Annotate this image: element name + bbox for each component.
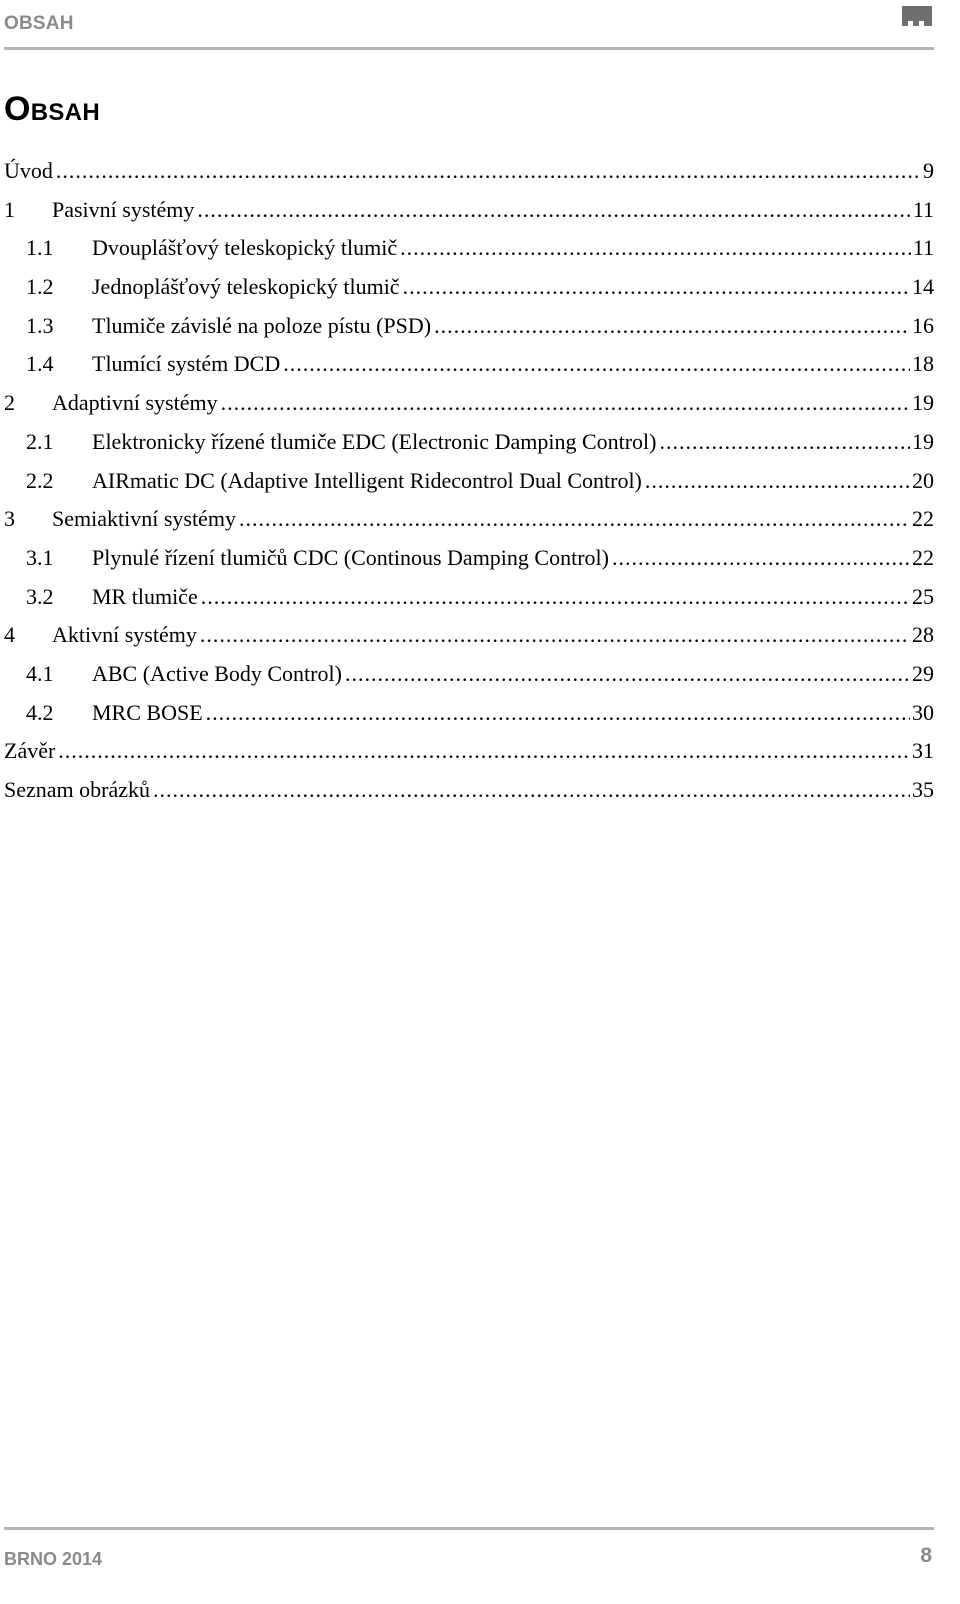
toc-entry[interactable] — [4, 345, 934, 384]
dot-leader — [434, 307, 910, 346]
toc-entry[interactable] — [4, 152, 934, 191]
toc-entry-title: MRC BOSE — [92, 699, 203, 725]
toc-entry-title: Dvouplášťový teleskopický tlumič — [92, 235, 398, 261]
toc-entry[interactable] — [4, 229, 934, 268]
dot-leader — [645, 462, 910, 501]
dot-leader — [206, 694, 910, 733]
dot-leader — [200, 616, 910, 655]
dot-leader — [612, 539, 910, 578]
toc-entry[interactable] — [4, 191, 934, 230]
toc-entry-page: 29 — [912, 660, 934, 686]
page-footer — [4, 1527, 934, 1604]
toc-entry-number: 2.1 — [26, 428, 54, 454]
toc-entry-title: Adaptivní systémy — [52, 390, 218, 416]
toc-entry-page: 19 — [912, 428, 934, 454]
toc-entry-number: 3 — [4, 506, 15, 532]
toc-entry-page: 22 — [912, 506, 934, 532]
toc-entry-number: 2 — [4, 390, 15, 416]
toc-entry-page: 22 — [912, 544, 934, 570]
toc-entry-page: 19 — [912, 390, 934, 416]
dot-leader — [197, 191, 910, 230]
dot-leader — [153, 771, 910, 810]
toc-entry-page: 11 — [912, 235, 934, 261]
dot-leader — [201, 578, 910, 617]
toc-entry[interactable] — [4, 694, 934, 733]
toc-entry-number: 3.2 — [26, 583, 54, 609]
toc-entry[interactable] — [4, 307, 934, 346]
toc-entry-title: Pasivní systémy — [52, 196, 195, 222]
toc-entry-title: Tlumiče závislé na poloze pístu (PSD) — [92, 312, 432, 338]
toc-entry[interactable] — [4, 539, 934, 578]
toc-entry-page: 35 — [912, 777, 934, 802]
table-of-contents — [4, 152, 934, 810]
toc-entry-number: 1.2 — [26, 274, 54, 300]
running-head: OBSAH — [4, 13, 74, 34]
dot-leader — [283, 345, 910, 384]
toc-entry-title: Semiaktivní systémy — [52, 506, 236, 532]
dot-leader — [345, 655, 910, 694]
toc-entry[interactable] — [4, 732, 934, 771]
toc-entry-title: Aktivní systémy — [52, 622, 197, 648]
toc-entry-number: 1.1 — [26, 235, 54, 261]
toc-entry[interactable] — [4, 462, 934, 501]
dot-leader — [58, 732, 910, 771]
toc-entry-title: Jednoplášťový teleskopický tlumič — [92, 274, 400, 300]
toc-entry-page: 20 — [912, 467, 934, 493]
toc-entry-title: Úvod — [4, 158, 53, 183]
toc-entry-title: ABC (Active Body Control) — [92, 660, 342, 686]
toc-entry[interactable] — [4, 384, 934, 423]
footer-location-year: BRNO 2014 — [4, 1549, 103, 1569]
toc-entry-page: 18 — [912, 351, 934, 377]
toc-entry-number: 3.1 — [26, 544, 54, 570]
toc-entry[interactable] — [4, 500, 934, 539]
toc-entry-title: Seznam obrázků — [4, 777, 150, 802]
toc-entry[interactable] — [4, 268, 934, 307]
toc-entry-number: 4.2 — [26, 699, 54, 725]
toc-entry-number: 4 — [4, 622, 15, 648]
dot-leader — [56, 152, 921, 191]
toc-entry-page: 9 — [923, 158, 934, 183]
toc-entry-title: Tlumící systém DCD — [92, 351, 281, 377]
toc-title: Obsah — [4, 90, 100, 128]
dot-leader — [239, 500, 910, 539]
toc-entry-page: 11 — [912, 196, 934, 222]
page-header — [4, 0, 934, 50]
toc-entry-title: AIRmatic DC (Adaptive Intelligent Ridecontrol Dual Control) — [92, 467, 642, 493]
toc-entry-page: 30 — [912, 699, 934, 725]
toc-entry-title: Závěr — [4, 738, 56, 764]
toc-entry-title: Elektronicky řízené tlumiče EDC (Electronic Damping Control) — [92, 428, 657, 454]
toc-entry-number: 2.2 — [26, 467, 54, 493]
toc-entry-page: 31 — [912, 738, 934, 764]
toc-entry-title: MR tlumiče — [92, 583, 198, 609]
faculty-logo-icon — [900, 4, 934, 34]
dot-leader — [660, 423, 911, 462]
toc-entry[interactable] — [4, 616, 934, 655]
toc-entry-page: 25 — [912, 583, 934, 609]
toc-entry[interactable] — [4, 578, 934, 617]
dot-leader — [221, 384, 910, 423]
toc-entry[interactable] — [4, 771, 934, 810]
toc-entry[interactable] — [4, 655, 934, 694]
toc-entry-page: 16 — [912, 312, 934, 338]
toc-entry[interactable] — [4, 423, 934, 462]
toc-entry-title: Plynulé řízení tlumičů CDC (Continous Damping Control) — [92, 544, 609, 570]
toc-entry-page: 14 — [912, 274, 934, 300]
page-number: 8 — [920, 1544, 932, 1567]
dot-leader — [400, 229, 911, 268]
dot-leader — [403, 268, 910, 307]
toc-entry-number: 4.1 — [26, 660, 54, 686]
toc-entry-page: 28 — [912, 622, 934, 648]
toc-entry-number: 1 — [4, 196, 15, 222]
toc-entry-number: 1.4 — [26, 351, 54, 377]
toc-entry-number: 1.3 — [26, 312, 54, 338]
